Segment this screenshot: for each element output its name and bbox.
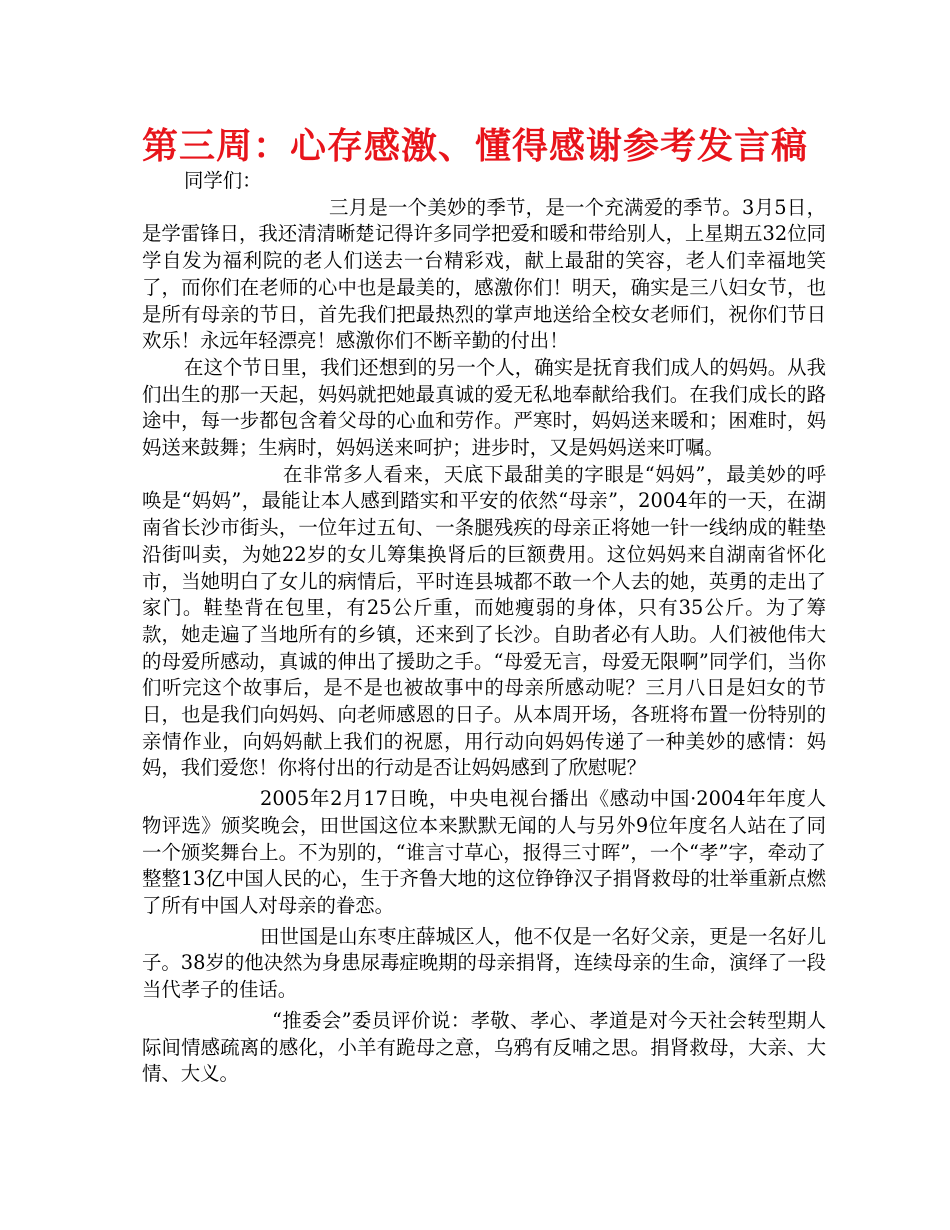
paragraph: 在这个节日里，我们还想到的另一个人，确实是抚育我们成人的妈妈。从我们出生的那一天起，妈妈就把她最真诚的爱无私地奉献给我们。在我们成长的路途中，每一步都包含着父母的心血和劳作。严寒时，妈妈送来暖和；困难时，妈妈送来鼓舞；生病时，妈妈送来呵护；进步时，又是妈妈送来叮嘱。 bbox=[142, 355, 826, 460]
paragraph: “推委会”委员评价说：孝敬、孝心、孝道是对今天社会转型期人际间情感疏离的感化，小羊有跪母之意，乌鸦有反哺之思。捐肾救母，大亲、大情、大义。 bbox=[142, 1008, 826, 1086]
document-body bbox=[142, 168, 826, 1088]
document-title: 第三周：心存感激、懂得感谢参考发言稿 bbox=[141, 126, 808, 167]
paragraph: 在非常多人看来，天底下最甜美的字眼是“妈妈”，最美妙的呼唤是“妈妈”，最能让本人感到踏实和平安的依然“母亲”，2004年的一天，在湖南省长沙市街头，一位年过五旬、一条腿残疾的母亲正将她一针一线纳成的鞋垫沿街叫卖，为她22岁的女儿筹集换肾后的巨额费用。这位妈妈来自湖南省怀化市，当她明白了女儿的病情后，平时连县城都不敢一个人去的她，英勇的走出了家门。鞋垫背在包里，有25公斤重，而她瘦弱的身体，只有35公斤。为了筹款，她走遍了当地所有的乡镇，还来到了长沙。自助者必有人助。人们被他伟大的母爱所感动，真诚的伸出了援助之手。“母爱无言，母爱无限啊”同学们，当你们听完这个故事后，是不是也被故事中的母亲所感动呢？三月八日是妇女的节日，也是我们向妈妈、向老师感恩的日子。从本周开场，各班将布置一份特别的亲情作业，向妈妈献上我们的祝愿，用行动向妈妈传递了一种美妙的感情：妈妈，我们爱您！你将付出的行动是否让妈妈感到了欣慰呢？ bbox=[142, 462, 826, 780]
paragraph: 三月是一个美妙的季节，是一个充满爱的季节。3月5日，是学雷锋日，我还清清晰楚记得许多同学把爱和暖和带给别人，上星期五32位同学自发为福利院的老人们送去一台精彩戏，献上最甜的笑容，老人们幸福地笑了，而你们在老师的心中也是最美的，感激你们！明天，确实是三八妇女节，也是所有母亲的节日，首先我们把最热烈的掌声地送给全校女老师们，祝你们节日欢乐！永远年轻漂亮！感激你们不断辛勤的付出！ bbox=[142, 195, 826, 353]
paragraph: 田世国是山东枣庄薛城区人，他不仅是一名好父亲，更是一名好儿子。38岁的他决然为身患尿毒症晚期的母亲捐肾，连续母亲的生命，演绎了一段当代孝子的佳话。 bbox=[142, 924, 826, 1002]
greeting: 同学们： bbox=[184, 169, 262, 192]
paragraph: 2005年2月17日晚，中央电视台播出《感动中国·2004年年度人物评选》颁奖晚会，田世国这位本来默默无闻的人与另外9位年度名人站在了同一个颁奖舞台上。不为别的，“谁言寸草心，报得三寸晖”，一个“孝”字，牵动了整整13亿中国人民的心，生于齐鲁大地的这位铮铮汉子捐肾救母的壮举重新点燃了所有中国人对母亲的眷恋。 bbox=[142, 787, 826, 917]
